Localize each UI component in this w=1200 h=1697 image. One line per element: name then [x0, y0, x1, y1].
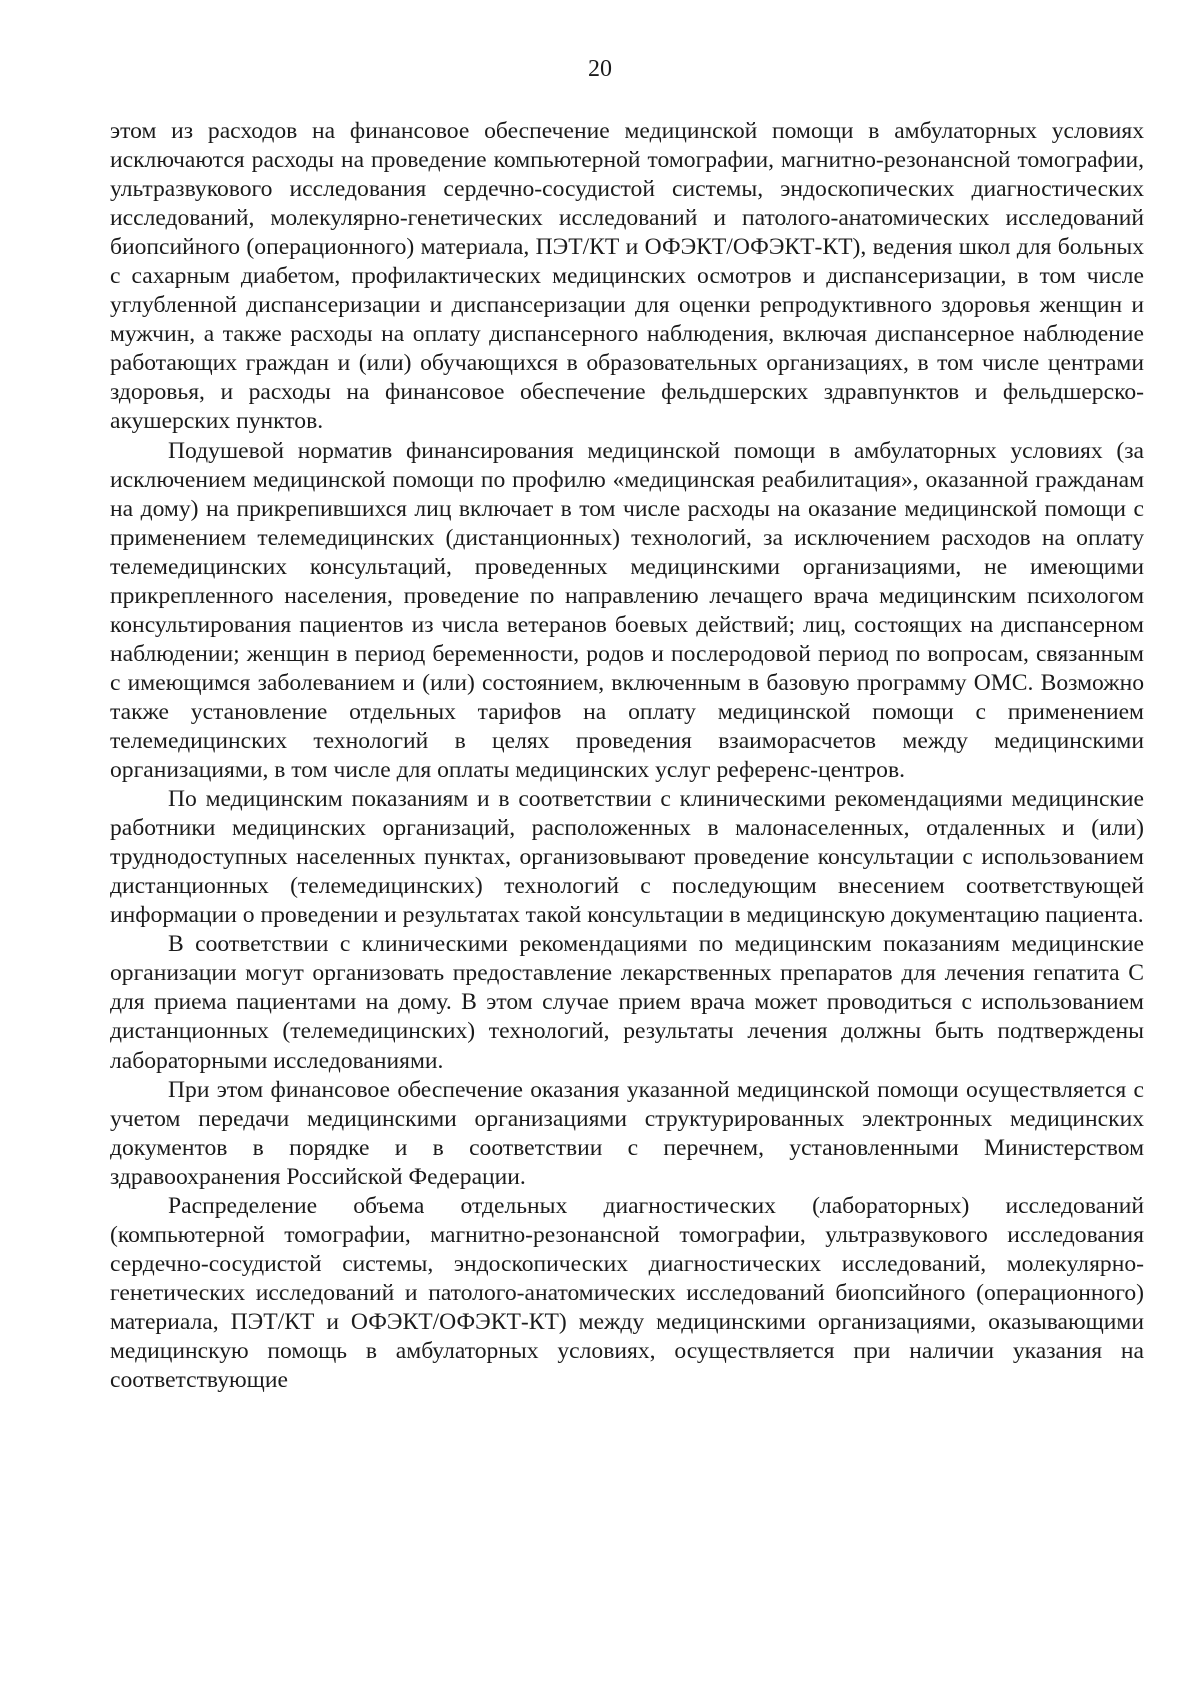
paragraph-continuation: этом из расходов на финансовое обеспечение медицинской помощи в амбулаторных условиях исключаются расходы на проведение компьютерной томографии, магнитно-резонансной томографии, ультразвукового исследования сердечно-сосудистой системы, эндоскопических диагностических исследований, молекулярно-генетических исследований и патолого-анатомических исследований биопсийного (операционного) материала, ПЭТ/КТ и ОФЭКТ/ОФЭКТ-КТ), ведения школ для больных с сахарным диабетом, профилактических медицинских осмотров и диспансеризации, в том числе углубленной диспансеризации и диспансеризации для оценки репродуктивного здоровья женщин и мужчин, а также расходы на оплату диспансерного наблюдения, включая диспансерное наблюдение работающих граждан и (или) обучающихся в образовательных организациях, в том числе центрами здоровья, и расходы на финансовое обеспечение фельдшерских здравпунктов и фельдшерско-акушерских пунктов. — [110, 118, 1144, 435]
document-body — [110, 117, 1144, 1395]
paragraph-financing: При этом финансовое обеспечение оказания указанной медицинской помощи осуществляется с учетом передачи медицинскими организациями структурированных электронных медицинских документов в порядке и в соответствии с перечнем, установленными Министерством здравоохранения Российской Федерации. — [110, 1076, 1144, 1190]
paragraph-diagnostics-distribution: Распределение объема отдельных диагностических (лабораторных) исследований (компьютерной томографии, магнитно-резонансной томографии, ультразвукового исследования сердечно-сосудистой системы, эндоскопических диагностических исследований, молекулярно-генетических исследований и патолого-анатомических исследований биопсийного (операционного) материала, ПЭТ/КТ и ОФЭКТ/ОФЭКТ-КТ) между медицинскими организациями, оказывающими медицинскую помощь в амбулаторных условиях, осуществляется при наличии указания на соответствующие — [110, 1192, 1144, 1394]
page-number: 20 — [588, 56, 612, 82]
paragraph-per-capita-norm: Подушевой норматив финансирования медицинской помощи в амбулаторных условиях (за исключением медицинской помощи по профилю «медицинская реабилитация», оказанной гражданам на дому) на прикрепившихся лиц включает в том числе расходы на оказание медицинской помощи с применением телемедицинских (дистанционных) технологий, за исключением расходов на оплату телемедицинских консультаций, проведенных медицинскими организациями, не имеющими прикрепленного населения, проведение по направлению лечащего врача медицинским психологом консультирования пациентов из числа ветеранов боевых действий; лиц, состоящих на диспансерном наблюдении; женщин в период беременности, родов и послеродовой период по вопросам, связанным с имеющимся заболеванием и (или) состоянием, включенным в базовую программу ОМС. Возможно также установление отдельных тарифов на оплату медицинской помощи с применением телемедицинских технологий в целях проведения взаиморасчетов между медицинскими организациями, в том числе для оплаты медицинских услуг референс-центров. — [110, 437, 1144, 784]
paragraph-remote-consultations: По медицинским показаниям и в соответствии с клиническими рекомендациями медицинские работники медицинских организаций, расположенных в малонаселенных, отдаленных и (или) труднодоступных населенных пунктах, организовывают проведение консультации с использованием дистанционных (телемедицинских) технологий с последующим внесением соответствующей информации о проведении и результатах такой консультации в медицинскую документацию пациента. — [110, 786, 1144, 929]
paragraph-hepatitis-c: В соответствии с клиническими рекомендациями по медицинским показаниям медицинские организации могут организовать предоставление лекарственных препаратов для лечения гепатита С для приема пациентами на дому. В этом случае прием врача может проводиться с использованием дистанционных (телемедицинских) технологий, результаты лечения должны быть подтверждены лабораторными исследованиями. — [110, 931, 1144, 1074]
